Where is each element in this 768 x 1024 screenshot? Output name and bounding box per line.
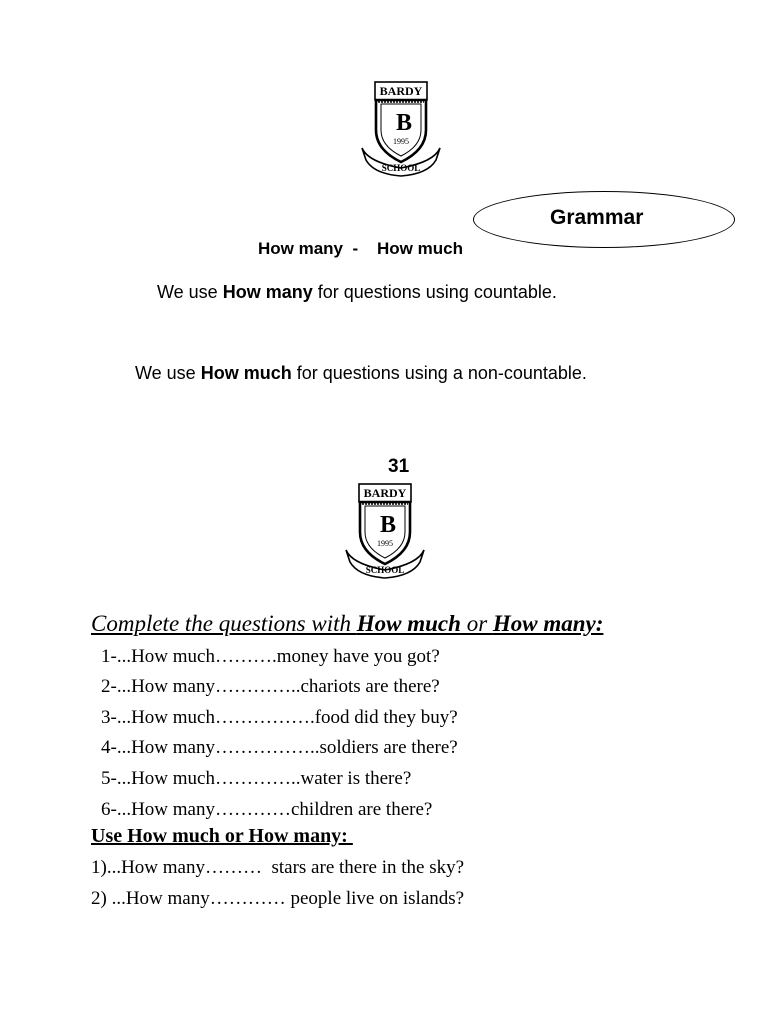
school-crest-icon	[338, 480, 432, 580]
rule-how-many: We use How many for questions using countable.	[157, 282, 557, 302]
svg-text:1995: 1995	[393, 137, 409, 146]
svg-text:B: B	[395, 110, 413, 136]
svg-text:BARDY: BARDY	[379, 84, 423, 98]
exercise1-heading: Complete the questions with How much or How many:	[91, 611, 604, 636]
school-logo	[358, 78, 444, 178]
exercise1-question: 6-...How many…………children are there?	[101, 799, 433, 820]
exercise2-question: 1)...How many……… stars are there in the sky?	[91, 857, 465, 878]
exercise2-question: 2) ...How many………… people live on islands?	[91, 888, 465, 909]
school-crest-icon	[358, 78, 444, 178]
exercise1-question: 5-...How much…………..water is there?	[101, 768, 412, 789]
lesson-subtitle: How many - How much	[258, 239, 463, 258]
grammar-badge-label: Grammar	[550, 206, 644, 229]
exercise1-question: 2-...How many…………..chariots are there?	[101, 676, 440, 697]
page-number: 31	[388, 456, 410, 477]
school-logo-2	[338, 480, 432, 580]
exercise1-question: 1-...How much……….money have you got?	[101, 646, 440, 667]
svg-text:BARDY: BARDY	[363, 486, 407, 500]
exercise1-question: 4-...How many……………..soldiers are there?	[101, 737, 458, 758]
svg-text:B: B	[379, 512, 397, 538]
svg-text:SCHOOL: SCHOOL	[381, 163, 421, 173]
svg-text:1995: 1995	[377, 539, 393, 548]
svg-text:SCHOOL: SCHOOL	[365, 565, 405, 575]
exercise1-question: 3-...How much…………….food did they buy?	[101, 707, 458, 728]
exercise2-heading: Use How much or How many:	[91, 825, 353, 847]
rule-how-much: We use How much for questions using a non-countable.	[135, 363, 587, 383]
